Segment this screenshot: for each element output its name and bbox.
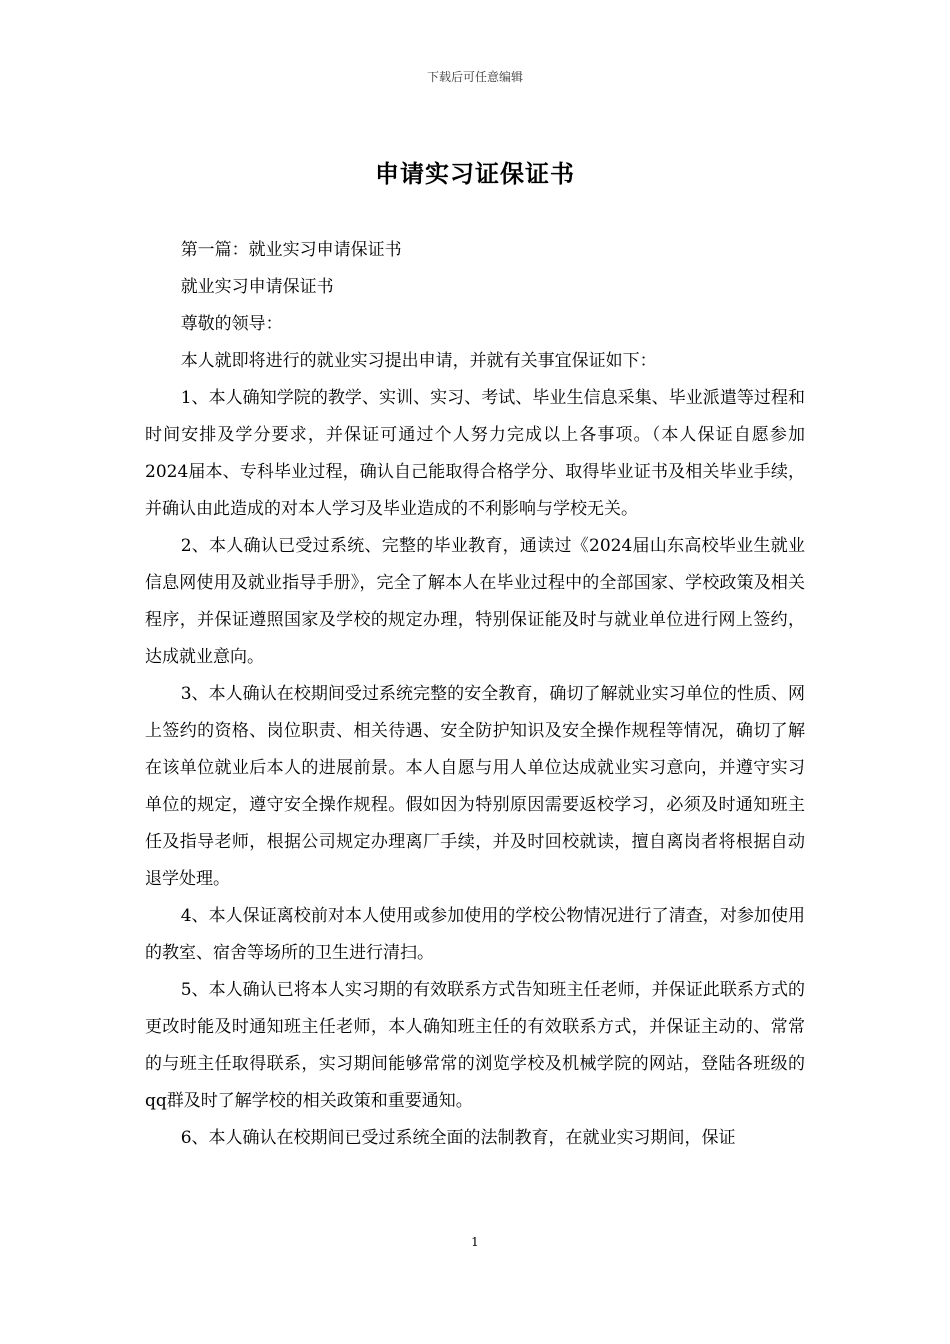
header-note: 下载后可任意编辑 — [426, 70, 523, 84]
document-body — [145, 232, 805, 1157]
paragraph-salutation: 尊敬的领导： — [180, 314, 283, 334]
paragraph-intro: 本人就即将进行的就业实习提出申请，并就有关事宜保证如下： — [180, 351, 657, 371]
paragraph-item-1: 1、本人确知学院的教学、实训、实习、考试、毕业生信息采集、毕业派遣等过程和时间安排及学分要求，并保证可通过个人努力完成以上各事项。（本人保证自愿参加2024届本、专科毕业过程，确认自己能取得合格学分、取得毕业证书及相关毕业手续，并确认由此造成的对本人学习及毕业造成的不利影响与学校无关。 — [145, 388, 805, 519]
paragraph-item-3: 3、本人确认在校期间受过系统完整的安全教育，确切了解就业实习单位的性质、网上签约的资格、岗位职责、相关待遇、安全防护知识及安全操作规程等情况，确切了解在该单位就业后本人的进展前景。本人自愿与用人单位达成就业实习意向，并遵守实习单位的规定，遵守安全操作规程。假如因为特别原因需要返校学习，必须及时通知班主任及指导老师，根据公司规定办理离厂手续，并及时回校就读，擅自离岗者将根据自动退学处理。 — [145, 684, 805, 889]
paragraph-item-2: 2、本人确认已受过系统、完整的毕业教育，通读过《2024届山东高校毕业生就业信息网使用及就业指导手册》，完全了解本人在毕业过程中的全部国家、学校政策及相关程序，并保证遵照国家及学校的规定办理，特别保证能及时与就业单位进行网上签约，达成就业意向。 — [145, 536, 805, 667]
page-number: 1 — [471, 1235, 479, 1249]
document-title: 申请实习证保证书 — [375, 159, 575, 188]
paragraph-subtitle: 就业实习申请保证书 — [180, 277, 334, 297]
paragraph-item-5: 5、本人确认已将本人实习期的有效联系方式告知班主任老师，并保证此联系方式的更改时能及时通知班主任老师，本人确知班主任的有效联系方式，并保证主动的、常常的与班主任取得联系，实习期间能够常常的浏览学校及机械学院的网站，登陆各班级的qq群及时了解学校的相关政策和重要通知。 — [145, 980, 805, 1111]
paragraph-item-4: 4、本人保证离校前对本人使用或参加使用的学校公物情况进行了清查，对参加使用的教室、宿舍等场所的卫生进行清扫。 — [145, 906, 805, 963]
paragraph-item-6: 6、本人确认在校期间已受过系统全面的法制教育，在就业实习期间，保证 — [180, 1128, 736, 1148]
paragraph-chapter-heading: 第一篇：就业实习申请保证书 — [180, 240, 402, 260]
